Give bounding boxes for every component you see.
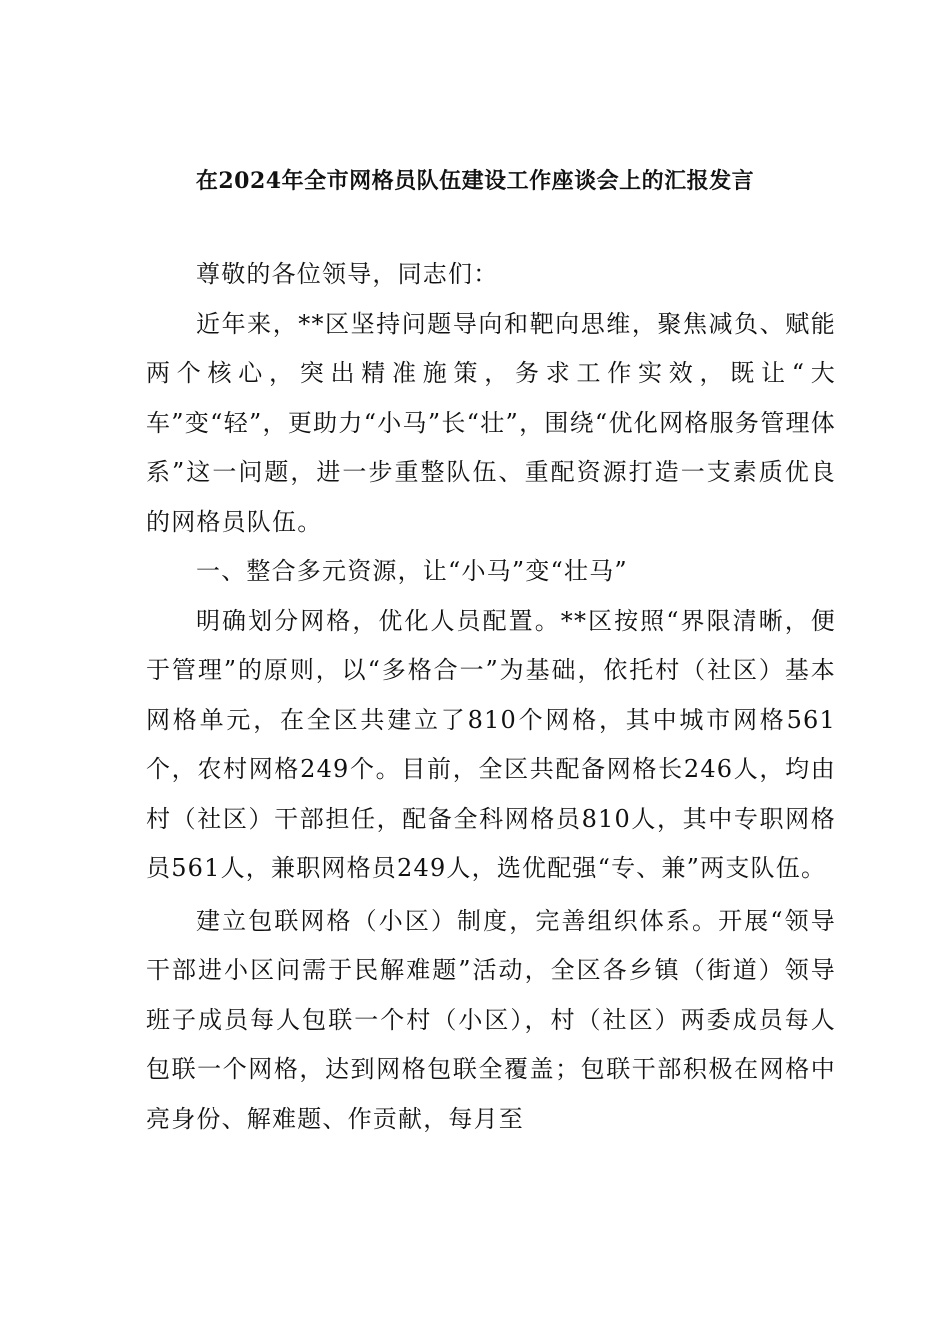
document-body [146, 250, 836, 1144]
grid-division-paragraph: 明确划分网格，优化人员配置。**区按照“界限清晰，便于管理”的原则，以“多格合一”为基础，依托村（社区）基本网格单元，在全区共建立了810个网格，其中城市网格561个，农村网格249个。目前，全区共配备网格长246人，均由村（社区）干部担任，配备全科网格员810人，其中专职网格员561人，兼职网格员249人，选优配强“专、兼”两支队伍。 [146, 606, 836, 882]
contact-system-paragraph: 建立包联网格（小区）制度，完善组织体系。开展“领导干部进小区问需于民解难题”活动，全区各乡镇（街道）领导班子成员每人包联一个村（小区），村（社区）两委成员每人包联一个网格，达到网格包联全覆盖；包联干部积极在网格中亮身份、解难题、作贡献，每月至 [146, 906, 836, 1133]
section-heading-1: 一、整合多元资源，让“小马”变“壮马” [196, 557, 628, 585]
document-title: 在2024年全市网格员队伍建设工作座谈会上的汇报发言 [195, 168, 755, 194]
intro-paragraph: 近年来，**区坚持问题导向和靶向思维，聚焦减负、赋能两个核心，突出精准施策，务求工作实效，既让“大车”变“轻”，更助力“小马”长“壮”，围绕“优化网格服务管理体系”这一问题，进一步重整队伍、重配资源打造一支素质优良的网格员队伍。 [146, 309, 836, 536]
salutation-paragraph: 尊敬的各位领导，同志们： [196, 260, 499, 288]
